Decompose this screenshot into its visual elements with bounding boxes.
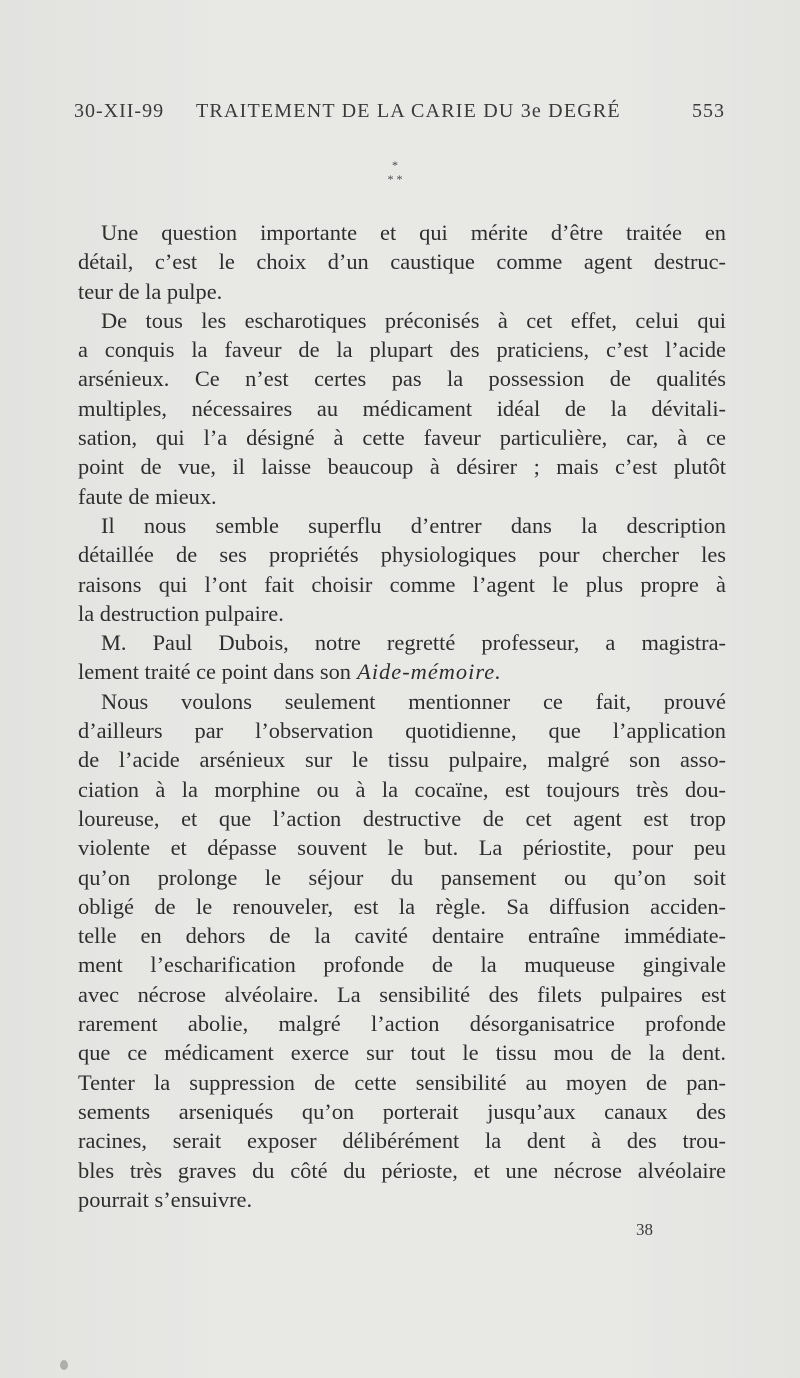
text-line: Une question importante et qui mérite d’être traitée en [101, 220, 726, 245]
paragraph [78, 687, 726, 1214]
text-line: racines, serait exposer délibérément la dent à des trou- [78, 1128, 726, 1154]
text-line: teur de la pulpe. [78, 278, 223, 304]
text-line: détaillée de ses propriétés physiologiques pour chercher les [78, 542, 726, 568]
text-line: sements arseniqués qu’on porterait jusqu’aux canaux des [78, 1098, 726, 1124]
text-line: Nous voulons seulement mentionner ce fait, prouvé [101, 688, 726, 714]
text-line: a conquis la faveur de la plupart des praticiens, c’est l’acide [78, 337, 726, 363]
paragraph [78, 306, 726, 511]
text-line: M. Paul Dubois, notre regretté professeur, a magistra- [101, 630, 726, 656]
header-title: TRAITEMENT DE LA CARIE DU 3e DEGRÉ [196, 100, 621, 122]
asterism-separator [380, 158, 410, 192]
text-line: Il nous semble superflu d’entrer dans la description [101, 512, 726, 538]
text-line: Tenter la suppression de cette sensibilité au moyen de pan- [78, 1069, 726, 1095]
paragraph [78, 628, 726, 687]
text-line: faute de mieux. [78, 483, 217, 509]
asterism-bottom: * * [387, 172, 403, 186]
paragraph [78, 218, 726, 306]
text-line: telle en dehors de la cavité dentaire entraîne immédiate- [78, 923, 726, 949]
signature-mark: 38 [636, 1220, 653, 1239]
text-line: ment l’escharification profonde de la muqueuse gingivale [78, 952, 726, 978]
text-line: De tous les escharotiques préconisés à cet effet, celui qui [101, 307, 726, 333]
text-line: rarement abolie, malgré l’action désorganisatrice profonde [78, 1011, 726, 1037]
text-line: point de vue, il laisse beaucoup à désirer ; mais c’est plutôt [78, 454, 726, 480]
text-line: ciation à la morphine ou à la cocaïne, est toujours très dou- [78, 776, 726, 802]
asterism-top: * [392, 158, 398, 172]
text-line: qu’on prolonge le séjour du pansement ou qu’on soit [78, 864, 726, 890]
page-number: 553 [692, 100, 725, 122]
text-line: violente et dépasse souvent le but. La périostite, pour peu [78, 835, 726, 861]
header-date: 30-XII-99 [74, 100, 165, 122]
text-line: de l’acide arsénieux sur le tissu pulpaire, malgré son asso- [78, 747, 726, 773]
text-line: que ce médicament exerce sur tout le tissu mou de la dent. [78, 1040, 726, 1066]
text-line: arsénieux. Ce n’est certes pas la possession de qualités [78, 366, 726, 392]
text-line: loureuse, et que l’action destructive de cet agent est trop [78, 805, 726, 831]
text-line: sation, qui l’a désigné à cette faveur particulière, car, à ce [78, 425, 726, 451]
text-line: la destruction pulpaire. [78, 600, 284, 626]
text-line: raisons qui l’ont fait choisir comme l’agent le plus propre à [78, 571, 726, 597]
text-line: pourrait s’ensuivre. [78, 1186, 253, 1212]
text-line: détail, c’est le choix d’un caustique comme agent destruc- [78, 249, 726, 275]
paragraph [78, 511, 726, 628]
text-line: bles très graves du côté du périoste, et une nécrose alvéolaire [78, 1157, 726, 1183]
text-line: obligé de le renouveler, est la règle. Sa diffusion acciden- [78, 893, 726, 919]
body-text [78, 218, 726, 1214]
text-line: multiples, nécessaires au médicament idéal de la dévitali- [78, 395, 726, 421]
text-line: d’ailleurs par l’observation quotidienne, que l’application [78, 718, 726, 744]
running-head [74, 100, 725, 130]
italic-title: Aide-mémoire. [350, 659, 502, 685]
paper-speck [60, 1360, 68, 1370]
text-line: avec nécrose alvéolaire. La sensibilité des filets pulpaires est [78, 981, 726, 1007]
text-line: lement traité ce point dans son Aide-mémoire. [78, 659, 502, 685]
